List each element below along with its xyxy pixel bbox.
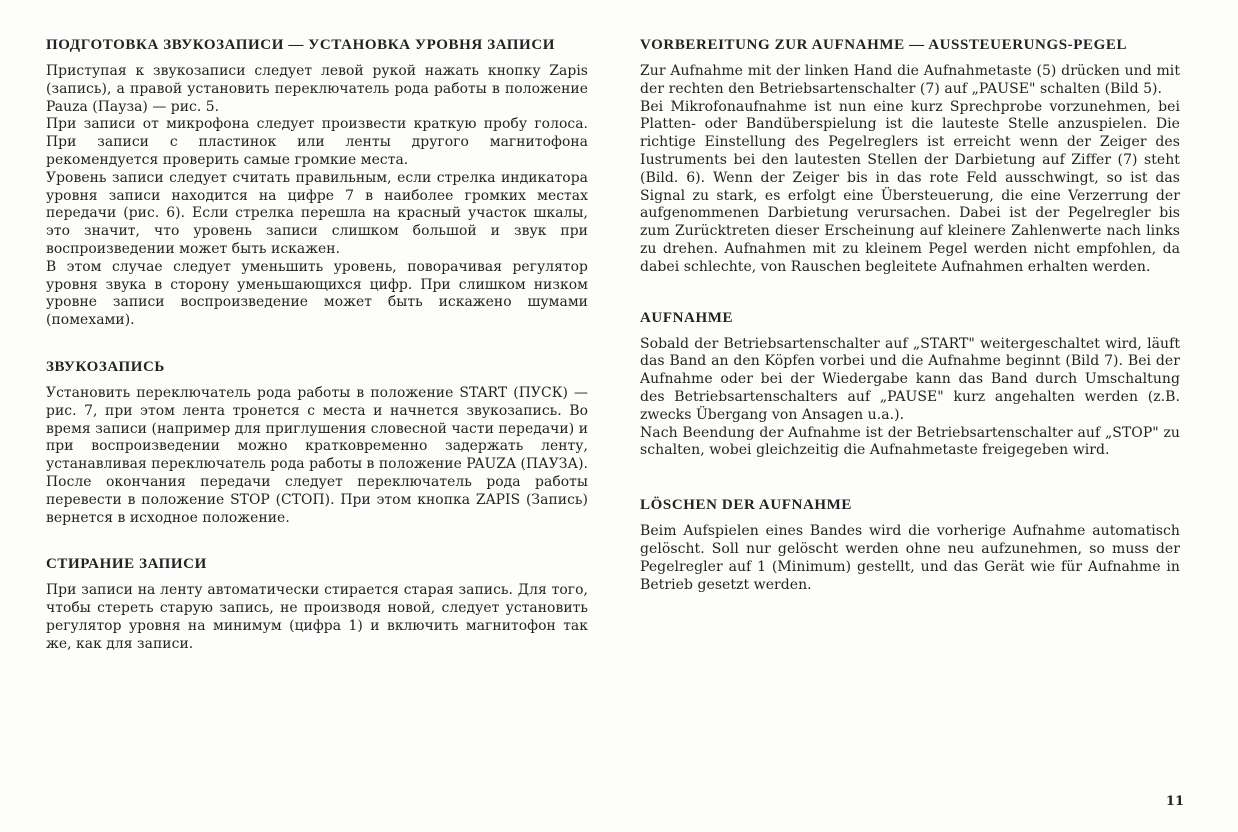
section-heading: ПОДГОТОВКА ЗВУКОЗАПИСИ — УСТАНОВКА УРОВНЯ ЗАПИСИ (46, 37, 556, 53)
section-recording-prep-de (640, 36, 1180, 277)
section-heading: VORBEREITUNG ZUR AUFNAHME — AUSSTEUERUNGS-PEGEL (640, 37, 1128, 53)
right-column-german (640, 36, 1180, 594)
paragraph: В этом случае следует уменьшить уровень, поворачивая регулятор уровня звука в сторону уменьшающихся цифр. При слишком низком уровне записи воспроизведение может быть искажено шумами (помехами). (46, 258, 588, 329)
section-heading: AUFNAHME (640, 309, 734, 326)
paragraph: Bei Mikrofonaufnahme ist nun eine kurz Sprechprobe vorzunehmen, bei Platten- oder Bandüberspielung ist die lauteste Stelle anzuspielen. Die richtige Einstellung des Pegelreglers ist erreicht wenn der Zeiger des Iustruments bei den lautesten Stellen der Darbietung auf Ziffer (7) steht (Bild. 6). Wenn der Zeiger bis in das rote Feld ausschwingt, so ist das Signal zu stark, es erfolgt eine Übersteuerung, die eine Verzerrung der aufgenommenen Darbietung verursachen. Dabei ist der Pegelregler bis zum Zurücktreten dieser Erscheinung auf kleinere Zahlenwerte nach links zu drehen. Aufnahmen mit zu kleinem Pegel werden nicht empfohlen, da dabei schlechte, von Rauschen begleitete Aufnahmen erhalten werden. (640, 98, 1180, 275)
paragraph: При записи на ленту автоматически стирается старая запись. Для того, чтобы стереть старую запись, не производя новой, следует установить регулятор уровня на минимум (цифра 1) и включить магнитофон так же, как для записи. (46, 582, 588, 652)
paragraph: Приступая к звукозаписи следует левой рукой нажать кнопку Zapis (запись), а правой установить переключатель рода работы в положение Pauza (Пауза) — рис. 5. (46, 63, 588, 115)
section-recording-ru (46, 358, 588, 527)
paragraph: При записи от микрофона следует произвести краткую пробу голоса. При записи с пластинок или ленты другого магнитофона рекомендуется проверить самые громкие места. (46, 116, 588, 168)
paragraph: Nach Beendung der Aufnahme ist der Betriebsartenschalter auf „STOP" zu schalten, wobei gleichzeitig die Aufnahmetaste freigegeben wird. (640, 424, 1180, 459)
paragraph: Beim Aufspielen eines Bandes wird die vorherige Aufnahme automatisch gelöscht. Soll nur gelöscht werden ohne neu aufzunehmen, so muss der Pegelregler auf 1 (Minimum) gestellt, und das Gerät wie für Aufnahme in Betrieb gesetzt werden. (640, 523, 1180, 593)
section-erasing-ru (46, 555, 588, 653)
paragraph: Zur Aufnahme mit der linken Hand die Aufnahmetaste (5) drücken und mit der rechten den Betriebsartenschalter (7) auf „PAUSE" schalten (Bild 5). (640, 63, 1180, 97)
paragraph: Sobald der Betriebsartenschalter auf „START" weitergeschaltet wird, läuft das Band an den Köpfen vorbei und die Aufnahme beginnt (Bild 7). Bei der Aufnahme oder bei der Wiedergabe kann das Band durch Umschaltung des Betriebsartenschalters auf „PAUSE" kurz angehalten werden (z.B. zwecks Übergang von Ansagen u.a.). (640, 335, 1180, 423)
section-heading: ЗВУКОЗАПИСЬ (46, 358, 165, 375)
paragraph: Установить переключатель рода работы в положение START (ПУСК) — рис. 7, при этом лента тронется с места и начнется звукозапись. Во время записи (например для приглушения словесной части передачи) и при воспроизведении можно кратковременно задержать ленту, устанавливая переключатель рода работы в положение PAUZA (ПАУЗА). (46, 384, 589, 473)
paragraph: Уровень записи следует считать правильным, если стрелка индикатора уровня записи находится на цифре 7 в наиболее громких местах передачи (рис. 6). Если стрелка перешла на красный участок шкалы, это значит, что уровень записи слишком большой и звук при воспроизведении может быть искажен. (46, 169, 588, 257)
paragraph: После окончания передачи следует переключатель рода работы перевести в положение STOP (СТОП). При этом кнопка ZAPIS (Запись) вернется в исходное положение. (46, 473, 588, 526)
section-heading: СТИРАНИЕ ЗАПИСИ (46, 556, 207, 573)
page-number: 11 (1165, 794, 1184, 809)
section-heading: LÖSCHEN DER AUFNAHME (640, 497, 853, 514)
left-column-russian (46, 36, 588, 654)
section-erasing-de (640, 496, 1180, 594)
section-recording-prep-ru (46, 36, 588, 330)
section-recording-de (640, 309, 1180, 461)
